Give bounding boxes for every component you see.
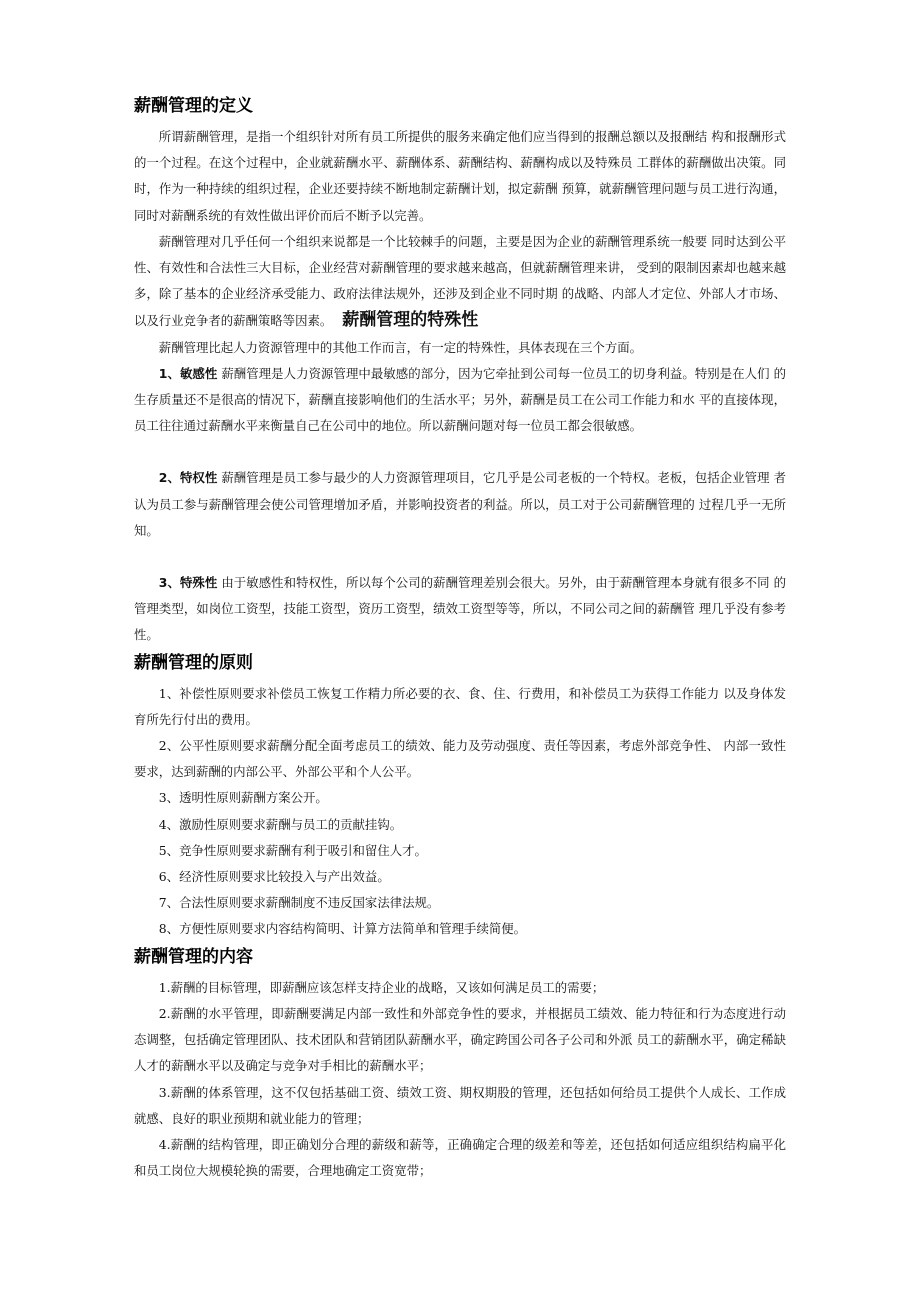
- feature-label: 3、特殊性: [158, 575, 218, 591]
- content-item-4: [134, 1132, 786, 1184]
- content-item-text: 薪酬的目标管理，即薪酬应该怎样支持企业的战略，又该如何满足员工的需要；: [170, 979, 605, 995]
- principle-item: 8、方便性原则要求内容结构简明、计算方法简单和管理手续简便。: [158, 921, 527, 937]
- feature-item-particularity: [134, 570, 786, 649]
- content-item-3: [134, 1080, 786, 1132]
- principle-item: 6、经济性原则要求比较投入与产出效益。: [158, 869, 390, 885]
- content-item-1: [134, 975, 786, 1001]
- content-item-number: 3.: [158, 1084, 171, 1100]
- principle-item: 1、补偿性原则要求补偿员工恢复工作精力所必要的衣、食、住、行费用，和补偿员工为获得工作能力 以及身体发育所先行付出的费用。: [134, 685, 786, 727]
- content-item-number: 2.: [158, 1005, 171, 1021]
- document-body: [134, 92, 786, 1184]
- feature-label: 1、敏感性: [158, 365, 218, 381]
- features-intro: 薪酬管理比起人力资源管理中的其他工作而言，有一定的特殊性，具体表现在三个方面。: [158, 339, 643, 355]
- feature-item-privilege: [134, 465, 786, 544]
- content-item-text: 薪酬的体系管理，这不仅包括基础工资、绩效工资、期权期股的管理，还包括如何给员工提供个人成长、工作成就感、良好的职业预期和就业能力的管理；: [134, 1084, 786, 1126]
- content-item-text: 薪酬的结构管理，即正确划分合理的薪级和薪等，正确确定合理的级差和等差，还包括如何适应组织结构扁平化和员工岗位大规模轮换的需要，合理地确定工资宽带；: [134, 1136, 786, 1179]
- section-title-content: 薪酬管理的内容: [134, 946, 253, 967]
- feature-text: 薪酬管理是人力资源管理中最敏感的部分，因为它牵扯到公司每一位员工的切身利益。特别是在人们 的生存质量还不是很高的情况下，薪酬直接影响他们的生活水平；另外，薪酬是员工在公司工作能力和水 平的直接体现，员工往往通过薪酬水平来衡量自己在公司中的地位。所以薪酬问题对每一位员工都会很敏感。: [134, 365, 786, 434]
- feature-item-sensitivity: [134, 361, 786, 440]
- content-item-2: [134, 1001, 786, 1080]
- section-title-principles: 薪酬管理的原则: [134, 652, 253, 673]
- section-title-definition: 薪酬管理的定义: [134, 96, 253, 116]
- feature-text: 由于敏感性和特权性，所以每个公司的薪酬管理差别会很大。另外，由于薪酬管理本身就有很多不同 的管理类型，如岗位工资型，技能工资型，资历工资型，绩效工资型等等，所以，不同公司之间的薪酬管 理几乎没有参考性。: [134, 575, 786, 643]
- section-title-features: 薪酬管理的特殊性: [342, 310, 479, 331]
- principle-item: 7、合法性原则要求薪酬制度不违反国家法律法规。: [158, 895, 440, 911]
- definition-paragraph-2-text: 薪酬管理对几乎任何一个组织来说都是一个比较棘手的问题，主要是因为企业的薪酬管理系统一般要 同时达到公平性、有效性和合法性三大目标，企业经营对薪酬管理的要求越来越高，但就薪酬管理来讲， 受到的限制因素却也越来越多，除了基本的企业经济承受能力、政府法律法规外，还涉及到企业不同时期 的战略、内部人才定位、外部人才市场、以及行业竞争者的薪酬策略等因素。: [134, 233, 786, 329]
- content-item-number: 4.: [158, 1136, 171, 1152]
- principle-item: 4、激励性原则要求薪酬与员工的贡献挂钩。: [158, 816, 403, 832]
- principle-item: 5、竞争性原则要求薪酬有利于吸引和留住人才。: [158, 842, 427, 858]
- definition-paragraph-1: 所谓薪酬管理，是指一个组织针对所有员工所提供的服务来确定他们应当得到的报酬总额以及报酬结 构和报酬形式的一个过程。在这个过程中，企业就薪酬水平、薪酬体系、薪酬结构、薪酬构成以及特殊员 工群体的薪酬做出决策。同时，作为一种持续的组织过程，企业还要持续不断地制定薪酬计划，拟定薪酬 预算，就薪酬管理问题与员工进行沟通，同时对薪酬系统的有效性做出评价而后不断予以完善。: [134, 129, 786, 223]
- principle-item: 2、公平性原则要求薪酬分配全面考虑员工的绩效、能力及劳动强度、责任等因素，考虑外部竞争性、 内部一致性要求，达到薪酬的内部公平、外部公平和个人公平。: [134, 738, 786, 780]
- definition-paragraph-2: [134, 229, 786, 335]
- content-item-number: 1.: [158, 979, 171, 995]
- principle-item: 3、透明性原则薪酬方案公开。: [158, 790, 328, 806]
- content-item-text: 薪酬的水平管理，即薪酬要满足内部一致性和外部竞争性的要求，并根据员工绩效、能力特征和行为态度进行动态调整，包括确定管理团队、技术团队和营销团队薪酬水平，确定跨国公司各子公司和外派 员工的薪酬水平，确定稀缺人才的薪酬水平以及确定与竞争对手相比的薪酬水平；: [134, 1005, 786, 1074]
- feature-text: 薪酬管理是员工参与最少的人力资源管理项目，它几乎是公司老板的一个特权。老板，包括企业管理 者认为员工参与薪酬管理会使公司管理增加矛盾，并影响投资者的利益。所以，员工对于公司薪酬管理的 过程几乎一无所知。: [134, 470, 786, 538]
- feature-label: 2、特权性: [158, 470, 218, 486]
